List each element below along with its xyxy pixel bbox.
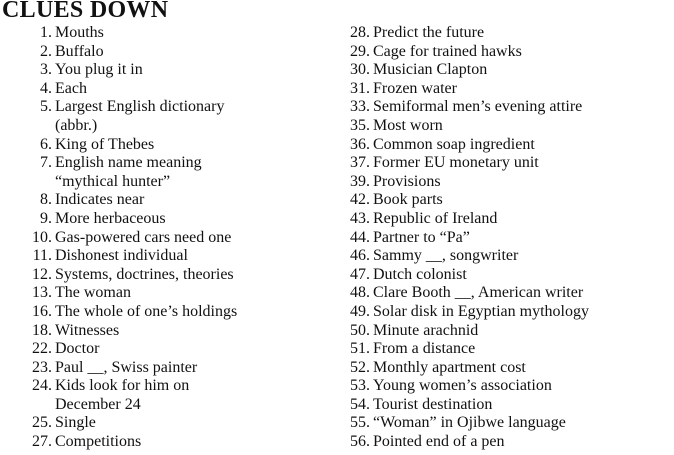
clue-item	[24, 210, 324, 229]
clue-item	[24, 377, 324, 396]
clue-item	[342, 340, 674, 359]
clue-number: 43.	[350, 209, 370, 227]
clue-number: 6.	[40, 135, 52, 153]
clue-number: 35.	[350, 116, 370, 134]
clue-item	[342, 359, 674, 378]
clue-text: Dishonest individual	[55, 247, 188, 265]
clue-number: 52.	[350, 358, 370, 376]
clue-number: 55.	[350, 414, 370, 432]
clues-column-right	[342, 24, 674, 452]
clue-item	[342, 24, 674, 43]
clue-number: 48.	[350, 284, 370, 302]
clue-item	[342, 154, 674, 173]
clue-text: Sammy __, songwriter	[373, 247, 519, 265]
clue-number: 24.	[32, 377, 52, 395]
clue-number: 23.	[32, 358, 52, 376]
clue-number: 31.	[350, 79, 370, 97]
clue-text: Minute arachnid	[373, 321, 479, 339]
clue-number: 28.	[350, 24, 370, 41]
clue-text: Single	[55, 414, 96, 432]
clue-item	[342, 173, 674, 192]
clue-number: 4.	[40, 79, 52, 97]
clue-item	[24, 80, 324, 99]
clue-item	[342, 191, 674, 210]
clue-text: The woman	[55, 284, 131, 302]
clue-text: Doctor	[55, 340, 100, 358]
clue-number: 11.	[32, 247, 52, 265]
clue-item	[342, 322, 674, 341]
clue-text: Indicates near	[55, 191, 145, 209]
clue-number: 27.	[32, 433, 52, 451]
clue-item	[342, 396, 674, 415]
clue-text: December 24	[55, 395, 141, 413]
clue-text: Buffalo	[55, 42, 104, 60]
clue-number: 25.	[32, 414, 52, 432]
clue-item	[24, 284, 324, 303]
clue-item	[24, 61, 324, 80]
clue-text: Partner to “Pa”	[373, 228, 470, 246]
clue-text: Gas-powered cars need one	[55, 228, 232, 246]
clue-text: Clare Booth __, American writer	[373, 284, 584, 302]
clue-text: King of Thebes	[55, 135, 155, 153]
clue-text: “mythical hunter”	[55, 172, 171, 190]
clue-number: 44.	[350, 228, 370, 246]
clue-item	[342, 117, 674, 136]
clue-text: “Woman” in Ojibwe language	[373, 414, 566, 432]
clue-text: Book parts	[373, 191, 443, 209]
clue-number: 37.	[350, 154, 370, 172]
clue-number: 7.	[40, 154, 52, 172]
clue-text: Solar disk in Egyptian mythology	[373, 302, 589, 320]
clue-text: Former EU monetary unit	[373, 154, 539, 172]
clue-number: 30.	[350, 61, 370, 79]
clue-number: 5.	[40, 98, 52, 116]
clue-number: 36.	[350, 135, 370, 153]
clue-text: Cage for trained hawks	[373, 42, 522, 60]
clue-continuation	[24, 117, 324, 136]
clue-item	[342, 433, 674, 452]
clue-item	[24, 24, 324, 43]
clue-text: Provisions	[373, 172, 441, 190]
clue-text: Predict the future	[373, 24, 485, 41]
clue-item	[342, 247, 674, 266]
clue-number: 56.	[350, 433, 370, 451]
clue-item	[342, 210, 674, 229]
clue-number: 12.	[32, 265, 52, 283]
clue-number: 8.	[40, 191, 52, 209]
clue-item	[24, 191, 324, 210]
clue-item	[342, 284, 674, 303]
clue-number: 22.	[32, 340, 52, 358]
clue-text: Largest English dictionary	[55, 98, 225, 116]
clue-text: Young women’s association	[373, 377, 552, 395]
clue-item	[24, 303, 324, 322]
clue-text: Tourist destination	[373, 395, 493, 413]
clue-item	[24, 340, 324, 359]
clue-text: (abbr.)	[55, 116, 98, 134]
clue-text: English name meaning	[55, 154, 202, 172]
clue-text: Each	[55, 79, 87, 97]
clue-item	[24, 433, 324, 452]
clue-text: Common soap ingredient	[373, 135, 535, 153]
clue-text: Dutch colonist	[373, 265, 467, 283]
clue-text: You plug it in	[55, 61, 143, 79]
clue-item	[342, 303, 674, 322]
clue-number: 51.	[350, 340, 370, 358]
clue-item	[342, 136, 674, 155]
clue-number: 54.	[350, 395, 370, 413]
clue-number: 1.	[40, 24, 52, 41]
clue-number: 2.	[40, 42, 52, 60]
clue-item	[24, 229, 324, 248]
clue-item	[342, 414, 674, 433]
page-title: CLUES DOWN	[2, 0, 169, 23]
clue-number: 39.	[350, 172, 370, 190]
clue-number: 53.	[350, 377, 370, 395]
clue-text: More herbaceous	[55, 209, 166, 227]
clue-text: The whole of one’s holdings	[55, 302, 238, 320]
clue-number: 49.	[350, 302, 370, 320]
clue-number: 3.	[40, 61, 52, 79]
clue-continuation	[24, 396, 324, 415]
clue-item	[342, 61, 674, 80]
clues-column-left	[24, 24, 324, 452]
clue-item	[24, 43, 324, 62]
clue-number: 10.	[32, 228, 52, 246]
clue-text: Systems, doctrines, theories	[55, 265, 234, 283]
clue-number: 33.	[350, 98, 370, 116]
clue-item	[24, 247, 324, 266]
clue-number: 13.	[32, 284, 52, 302]
clue-continuation	[24, 173, 324, 192]
clue-item	[24, 322, 324, 341]
clue-item	[24, 154, 324, 173]
clue-text: Monthly apartment cost	[373, 358, 526, 376]
clue-item	[342, 80, 674, 99]
clue-item	[24, 136, 324, 155]
clue-text: Musician Clapton	[373, 61, 488, 79]
clue-text: Frozen water	[373, 79, 457, 97]
clue-text: Semiformal men’s evening attire	[373, 98, 583, 116]
clue-number: 29.	[350, 42, 370, 60]
clue-number: 9.	[40, 209, 52, 227]
clue-text: Mouths	[55, 24, 104, 41]
clue-text: Pointed end of a pen	[373, 433, 505, 451]
clue-text: From a distance	[373, 340, 476, 358]
clue-item	[24, 359, 324, 378]
clue-text: Kids look for him on	[55, 377, 190, 395]
clue-item	[342, 43, 674, 62]
clue-text: Paul __, Swiss painter	[55, 358, 198, 376]
clue-item	[342, 266, 674, 285]
clue-number: 42.	[350, 191, 370, 209]
clue-number: 18.	[32, 321, 52, 339]
clue-item	[24, 266, 324, 285]
clue-text: Republic of Ireland	[373, 209, 498, 227]
clue-text: Most worn	[373, 116, 443, 134]
clue-number: 47.	[350, 265, 370, 283]
clue-item	[342, 229, 674, 248]
clue-item	[24, 98, 324, 117]
clue-item	[24, 414, 324, 433]
clue-item	[342, 377, 674, 396]
clue-text: Competitions	[55, 433, 142, 451]
clue-item	[342, 98, 674, 117]
clue-number: 16.	[32, 302, 52, 320]
clue-number: 50.	[350, 321, 370, 339]
clue-text: Witnesses	[55, 321, 120, 339]
clue-number: 46.	[350, 247, 370, 265]
